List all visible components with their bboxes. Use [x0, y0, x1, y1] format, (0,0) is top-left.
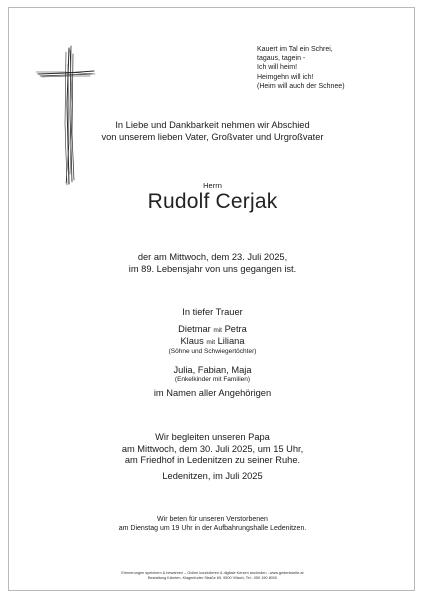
relation-note: (Enkelkinder mit Familien)	[174, 376, 251, 383]
mourner-name: Liliana	[217, 336, 245, 346]
mourner-pair	[0, 336, 425, 348]
mourner-name: Klaus	[180, 336, 204, 346]
footer	[0, 571, 425, 581]
salutation: Herrn	[203, 181, 222, 190]
funeral-line: am Friedhof in Ledenitzen zu seiner Ruhe.	[124, 455, 301, 465]
prayer-line: Wir beten für unseren Verstorbenen	[157, 516, 268, 523]
mit-label: mit	[213, 327, 222, 334]
footer-line: Bestattung Kärnten, Klagenfurter Straße 69, 9500 Villach, Tel.: 050 190 8000	[147, 576, 278, 580]
intro-line: von unserem lieben Vater, Großvater und Urgroßvater	[101, 131, 324, 142]
poem-line: Kauert im Tal ein Schrei,	[257, 46, 333, 53]
sons-group	[0, 324, 425, 356]
funeral-info	[0, 432, 425, 467]
grandchildren-group	[0, 365, 425, 384]
cross-icon	[36, 44, 96, 186]
place-date: Ledenitzen, im Juli 2025	[162, 471, 263, 481]
mit-label: mit	[206, 339, 216, 346]
poem-line: tagaus, tagein -	[257, 55, 306, 63]
poem-line: Ich will heim!	[257, 64, 298, 72]
mourner-name: Petra	[224, 324, 247, 334]
relation-note: (Söhne und Schwiegertöchter)	[168, 348, 257, 355]
poem-line: (Heim will auch der Schnee)	[257, 82, 345, 90]
funeral-line: am Mittwoch, dem 30. Juli 2025, um 15 Uhr,	[121, 443, 304, 454]
prayer-line: am Dienstag um 19 Uhr in der Aufbahrungshalle Ledenitzen.	[118, 525, 307, 532]
mourner-pair	[0, 324, 425, 336]
death-line: der am Mittwoch, dem 23. Juli 2025,	[137, 252, 288, 262]
relatives-line: im Namen aller Angehörigen	[153, 388, 272, 398]
funeral-line: Wir begleiten unseren Papa	[155, 432, 270, 442]
intro-text	[0, 120, 425, 143]
poem-line: Heimgehn will ich!	[257, 73, 314, 81]
death-notice	[0, 252, 425, 275]
death-line: im 89. Lebensjahr von uns gegangen ist.	[128, 263, 297, 274]
mourning-heading: In tiefer Trauer	[182, 307, 243, 317]
footer-line: Erinnerungen speichern & bewahren – Online kondolieren & digitale Kerzen anzünden - www.gedenkseite.at	[121, 571, 304, 575]
intro-line: In Liebe und Dankbarkeit nehmen wir Abschied	[115, 120, 310, 130]
grandchildren-names: Julia, Fabian, Maja	[173, 365, 252, 375]
prayer-info	[0, 515, 425, 533]
poem	[257, 45, 345, 91]
deceased-name: Rudolf Cerjak	[147, 190, 278, 213]
mourner-name: Dietmar	[178, 324, 211, 334]
